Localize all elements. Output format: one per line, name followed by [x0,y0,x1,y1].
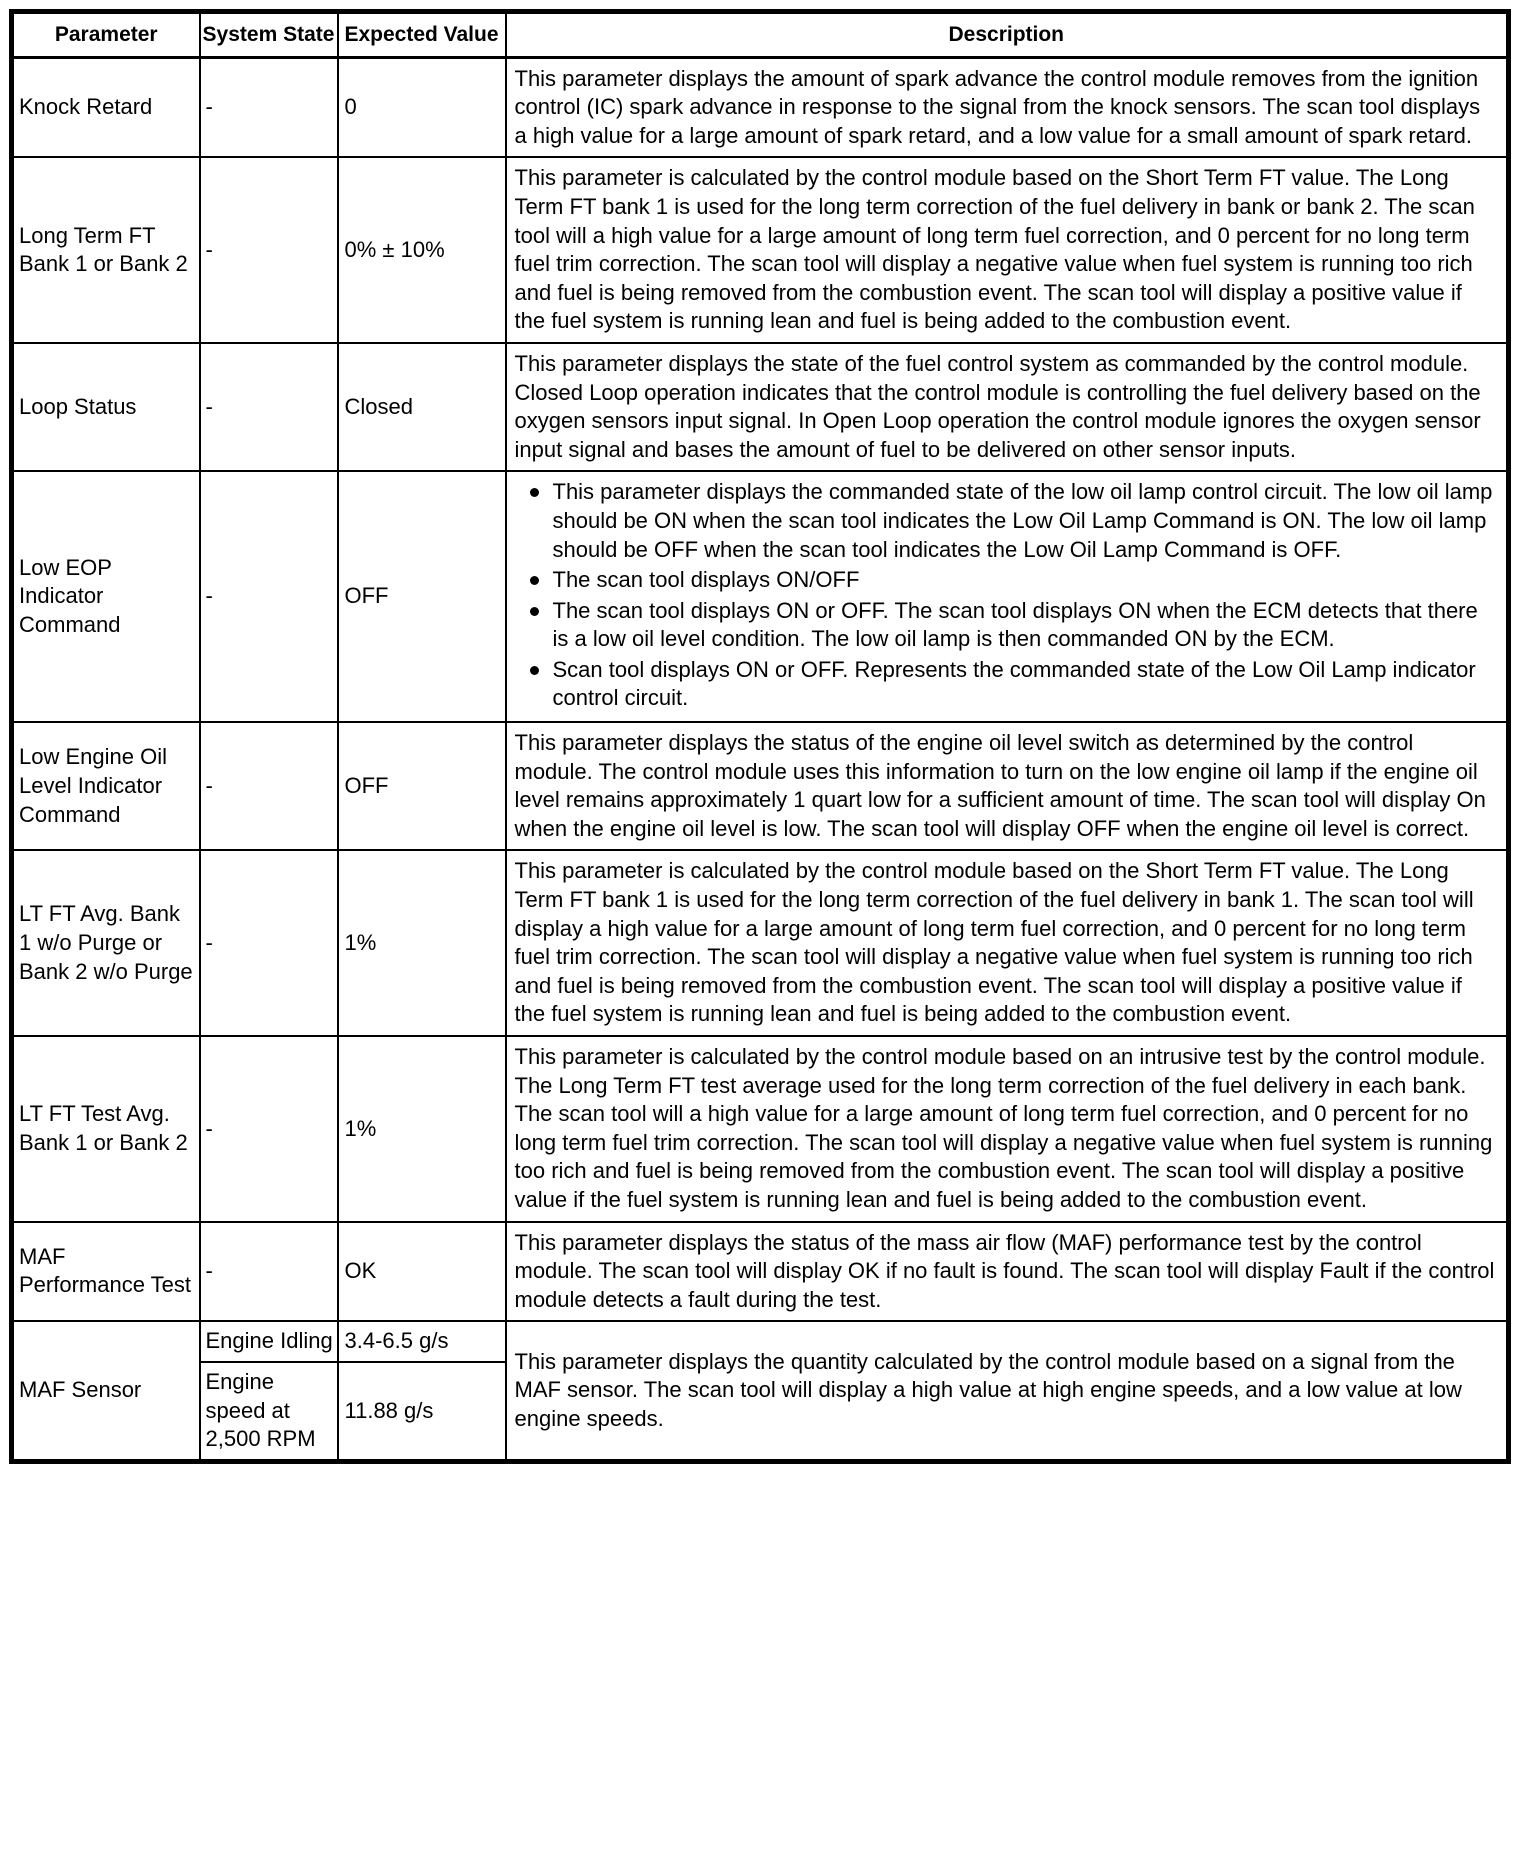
expected-value-cell: 3.4-6.5 g/s [338,1321,506,1362]
table-row [12,850,1509,1036]
header-expected-value: Expected Value [338,12,506,58]
parameter-cell: Long Term FT Bank 1 or Bank 2 [12,157,200,343]
system-state-cell: - [200,1222,338,1322]
system-state-cell: - [200,343,338,471]
table-row [12,1321,1509,1362]
description-cell: This parameter displays the state of the fuel control system as commanded by the control module. Closed Loop operation indicates that the control module is controlling the fuel delivery based on the oxygen sensors input signal. In Open Loop operation the control module ignores the oxygen sensor input signal and bases the amount of fuel to be delivered on other sensor inputs. [506,343,1509,471]
description-bullet-item: The scan tool displays ON/OFF [515,566,1497,595]
header-description: Description [506,12,1509,58]
table-row [12,1036,1509,1222]
description-bullet-item: Scan tool displays ON or OFF. Represents the commanded state of the Low Oil Lamp indicator control circuit. [515,656,1497,713]
table-row [12,157,1509,343]
system-state-cell: - [200,850,338,1036]
parameter-cell: Knock Retard [12,57,200,157]
parameter-cell: Low EOP Indicator Command [12,471,200,722]
system-state-cell: - [200,722,338,850]
description-bullet-item: This parameter displays the commanded state of the low oil lamp control circuit. The low oil lamp should be ON when the scan tool indicates the Low Oil Lamp Command is ON. The low oil lamp should be OFF when the scan tool indicates the Low Oil Lamp Command is OFF. [515,478,1497,564]
system-state-cell: Engine speed at 2,500 RPM [200,1362,338,1461]
description-bullet-list [515,478,1497,713]
parameter-cell: LT FT Test Avg. Bank 1 or Bank 2 [12,1036,200,1222]
parameter-cell: LT FT Avg. Bank 1 w/o Purge or Bank 2 w/o Purge [12,850,200,1036]
system-state-cell: - [200,471,338,722]
parameter-cell: MAF Performance Test [12,1222,200,1322]
description-cell: This parameter is calculated by the control module based on the Short Term FT value. The Long Term FT bank 1 is used for the long term correction of the fuel delivery in bank or bank 2. The scan tool will a high value for a large amount of long term fuel correction, and 0 percent for no long term fuel trim correction. The scan tool will display a negative value when fuel system is running too rich and fuel is being removed from the combustion event. The scan tool will display a positive value if the fuel system is running lean and fuel is being added to the combustion event. [506,157,1509,343]
system-state-cell: - [200,57,338,157]
expected-value-cell: OFF [338,471,506,722]
description-cell: This parameter is calculated by the control module based on an intrusive test by the control module. The Long Term FT test average used for the long term correction of the fuel delivery in each bank. The scan tool will a high value for a large amount of long term fuel correction, and 0 percent for no long term fuel trim correction. The scan tool will display a negative value when fuel system is running too rich and fuel is being removed from the combustion event. The scan tool will display a positive value if the fuel system is running lean and fuel is being added to the combustion event. [506,1036,1509,1222]
header-parameter: Parameter [12,12,200,58]
expected-value-cell: 1% [338,850,506,1036]
expected-value-cell: 0% ± 10% [338,157,506,343]
table-row [12,1222,1509,1322]
system-state-cell: - [200,157,338,343]
system-state-cell: Engine Idling [200,1321,338,1362]
description-cell: This parameter displays the quantity calculated by the control module based on a signal from the MAF sensor. The scan tool will display a high value at high engine speeds, and a low value at low engine speeds. [506,1321,1509,1461]
description-cell: This parameter displays the amount of spark advance the control module removes from the ignition control (IC) spark advance in response to the signal from the knock sensors. The scan tool displays a high value for a large amount of spark retard, and a low value for a small amount of spark retard. [506,57,1509,157]
scan-data-table [9,9,1511,1464]
description-cell: This parameter displays the status of the mass air flow (MAF) performance test by the control module. The scan tool will display OK if no fault is found. The scan tool will display Fault if the control module detects a fault during the test. [506,1222,1509,1322]
description-bullet-item: The scan tool displays ON or OFF. The scan tool displays ON when the ECM detects that there is a low oil level condition. The low oil lamp is then commanded ON by the ECM. [515,597,1497,654]
system-state-cell: - [200,1036,338,1222]
expected-value-cell: OK [338,1222,506,1322]
table-row [12,57,1509,157]
table-body [12,57,1509,1461]
header-system-state: System State [200,12,338,58]
description-cell: This parameter is calculated by the control module based on the Short Term FT value. The Long Term FT bank 1 is used for the long term correction of the fuel delivery in bank 1. The scan tool will display a high value for a large amount of long term fuel correction, and 0 percent for no long term fuel trim correction. The scan tool will display a negative value when fuel system is running too rich and fuel is being removed from the combustion event. The scan tool will display a positive value if the fuel system is running lean and fuel is being added to the combustion event. [506,850,1509,1036]
description-cell: This parameter displays the status of the engine oil level switch as determined by the control module. The control module uses this information to turn on the low engine oil lamp if the engine oil level remains approximately 1 quart low for a sufficient amount of time. The scan tool will display On when the engine oil level is low. The scan tool will display OFF when the engine oil level is correct. [506,722,1509,850]
expected-value-cell: 0 [338,57,506,157]
parameter-cell: Loop Status [12,343,200,471]
description-cell [506,471,1509,722]
expected-value-cell: Closed [338,343,506,471]
table-row [12,471,1509,722]
table-row [12,343,1509,471]
expected-value-cell: 1% [338,1036,506,1222]
expected-value-cell: 11.88 g/s [338,1362,506,1461]
expected-value-cell: OFF [338,722,506,850]
parameter-cell: Low Engine Oil Level Indicator Command [12,722,200,850]
table-header-row [12,12,1509,58]
table-row [12,722,1509,850]
parameter-cell: MAF Sensor [12,1321,200,1461]
